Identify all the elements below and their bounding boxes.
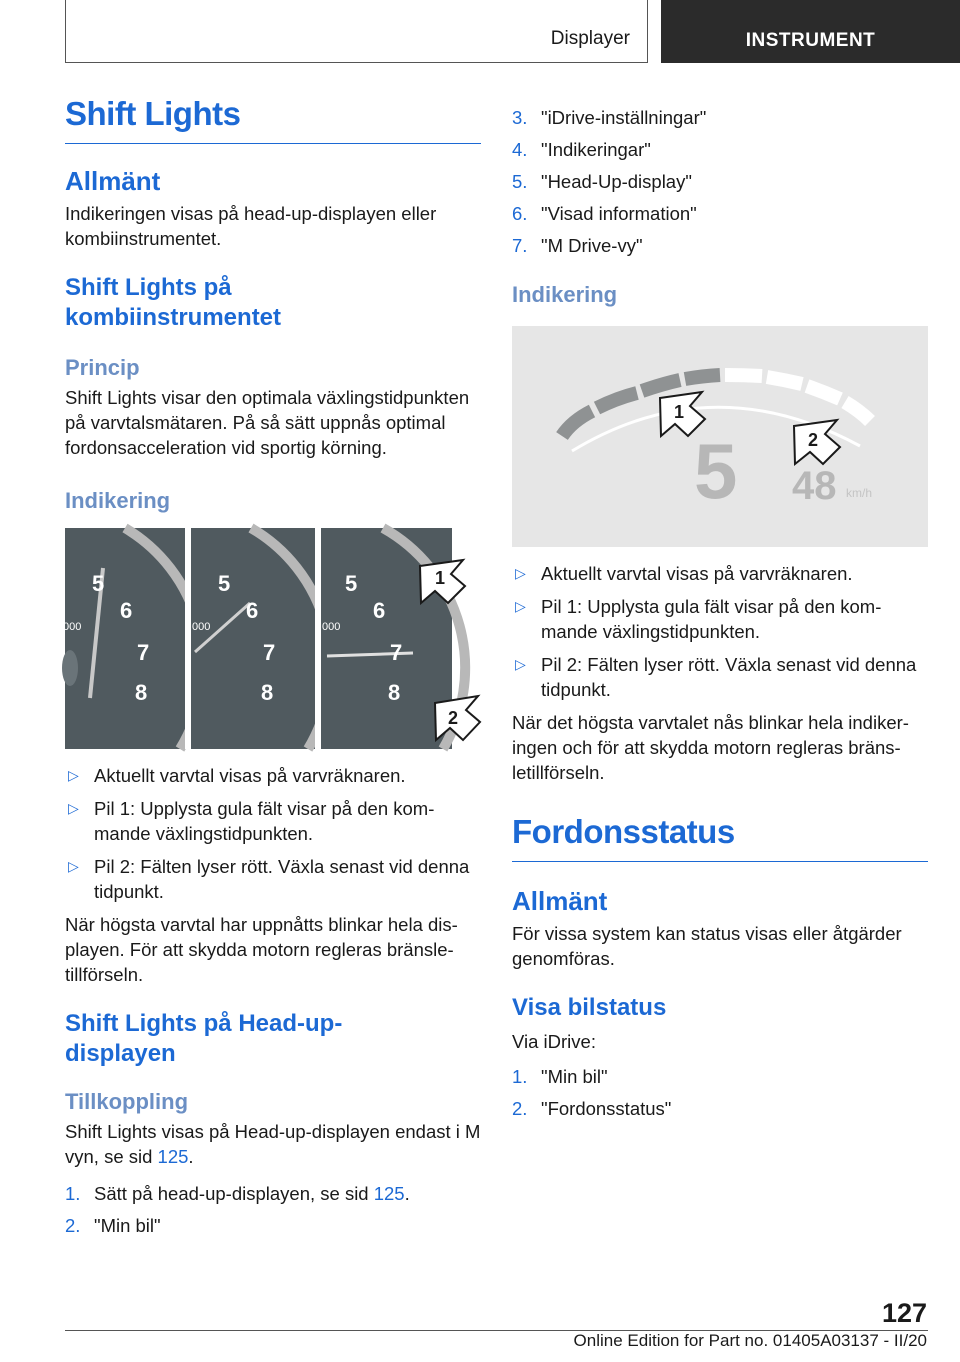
gauge2-num-5: 5: [218, 571, 231, 596]
step-item: 6. "Visad information": [512, 203, 697, 224]
step-item: 1. Sätt på head-up-displayen, se sid 125.: [65, 1183, 410, 1204]
status-general-heading: Allmänt: [512, 886, 608, 916]
gauge1-num-8: 8: [135, 680, 148, 705]
triangle-bullet-icon: ▷: [68, 858, 79, 874]
gauge-panel-2: [191, 528, 331, 749]
list-item: ▷ Pil 1: Upplysta gula fält visar på den kom-mande växlingstidpunkten.: [515, 596, 882, 642]
right-bullets: [512, 561, 928, 702]
cluster-heading: Shift Lights på kombiinstrumentet: [65, 274, 282, 331]
gauge2-num-7: 7: [263, 640, 276, 665]
step-item: 1. "Min bil": [512, 1066, 608, 1087]
arrow-1-label: 1: [435, 568, 446, 588]
list-item: ▷ Pil 2: Fälten lyser rött. Växla senast vid denna tidpunkt.: [68, 856, 470, 902]
principle-text: Shift Lights visar den optimala växlingstidpunkten på varvtalsmätaren. På så sätt uppnås optimal fordonsacceleration vid sportig körning.: [65, 387, 470, 458]
gauge2-num-8: 8: [261, 680, 274, 705]
page-reference-link[interactable]: 125: [373, 1183, 405, 1204]
hud-speed: 48: [792, 464, 837, 508]
general-heading: Allmänt: [65, 166, 161, 196]
page-number: 127: [881, 1298, 927, 1328]
chapter-tab: INSTRUMENT: [661, 0, 960, 63]
list-item: ▷ Aktuellt varvtal visas på varvräknaren.: [68, 765, 406, 786]
hud-heading: Shift Lights på Head-up- displayen: [65, 1010, 343, 1067]
hud-arrow-2-label: 2: [808, 430, 819, 450]
triangle-bullet-icon: ▷: [68, 800, 79, 816]
gauge1-num-6: 6: [120, 598, 133, 623]
gauge1-num-7: 7: [137, 640, 150, 665]
list-item: ▷ Pil 1: Upplysta gula fält visar på den kom-mande växlingstidpunkten.: [68, 798, 435, 844]
gauge3-num-5: 5: [345, 571, 358, 596]
gauge3-num-7: 7: [390, 640, 403, 665]
step-item: 7. "M Drive-vy": [512, 235, 643, 256]
step-item: 5. "Head-Up-display": [512, 171, 692, 192]
right-steps: [512, 105, 928, 258]
triangle-bullet-icon: ▷: [515, 656, 526, 672]
triangle-bullet-icon: ▷: [68, 767, 79, 783]
activation-text: Shift Lights visas på Head-up-displayen endast i M vyn, se sid 125.: [65, 1121, 481, 1167]
gauge3-side-label: 000: [322, 621, 341, 633]
via-idrive-text: Via iDrive:: [512, 1031, 596, 1052]
page-title: Shift Lights: [65, 95, 481, 144]
gauge3-num-6: 6: [373, 598, 386, 623]
status-steps: [512, 1064, 928, 1121]
tachometer-figure: [63, 528, 459, 749]
section-title: Displayer: [550, 28, 630, 49]
indication-heading: Indikering: [65, 488, 171, 513]
status-general-text: För vissa system kan status visas eller åtgärder genomföras.: [512, 923, 902, 969]
general-text: Indikeringen visas på head-up-displayen eller kombiinstrumentet.: [65, 203, 437, 249]
hud-arrow-1-label: 1: [674, 402, 685, 422]
page-reference-link[interactable]: 125: [157, 1146, 189, 1167]
triangle-bullet-icon: ▷: [515, 598, 526, 614]
principle-heading: Princip: [65, 355, 140, 380]
hud-speed-unit: km/h: [846, 486, 873, 500]
gauge2-side-label: 000: [192, 621, 211, 633]
gauge-panel-1: [62, 528, 203, 749]
step-item: 2. "Min bil": [65, 1215, 161, 1236]
list-item: ▷ Aktuellt varvtal visas på varvräknaren.: [515, 563, 853, 584]
edition-footer: Online Edition for Part no. 01405A03137 - II/20: [573, 1331, 927, 1350]
arrow-2-label: 2: [448, 708, 459, 728]
tachometer-illustration: [65, 528, 452, 749]
list-item: ▷ Pil 2: Fälten lyser rött. Växla senast vid denna tidpunkt.: [515, 654, 917, 700]
step-item: 3. "iDrive-inställningar": [512, 107, 707, 128]
status-title: Fordonsstatus: [512, 813, 928, 862]
step-item: 2. "Fordonsstatus": [512, 1098, 672, 1119]
hud-figure: [512, 326, 928, 547]
hud-gear-indicator: 5: [694, 427, 738, 515]
triangle-bullet-icon: ▷: [515, 565, 526, 581]
left-bullets: [65, 763, 481, 904]
gauge1-num-5: 5: [92, 571, 105, 596]
gauge2-num-6: 6: [246, 598, 259, 623]
right-indication-heading: Indikering: [512, 282, 618, 307]
step-item: 4. "Indikeringar": [512, 139, 651, 160]
gauge3-num-8: 8: [388, 680, 401, 705]
activation-heading: Tillkoppling: [65, 1089, 189, 1114]
show-status-heading: Visa bilstatus: [512, 994, 667, 1021]
left-steps: [65, 1181, 481, 1238]
gauge1-side-label: 000: [63, 621, 82, 633]
left-column: [65, 95, 481, 1245]
right-after-text: När det högsta varvtalet nås blinkar hela indiker-ingen och för att skydda motorn regleras bräns-letillförseln.: [512, 712, 909, 783]
right-column: [512, 95, 928, 1128]
after-text: När högsta varvtal har uppnåtts blinkar hela dis-playen. För att skydda motorn regleras bränsle-tillförseln.: [65, 914, 458, 985]
